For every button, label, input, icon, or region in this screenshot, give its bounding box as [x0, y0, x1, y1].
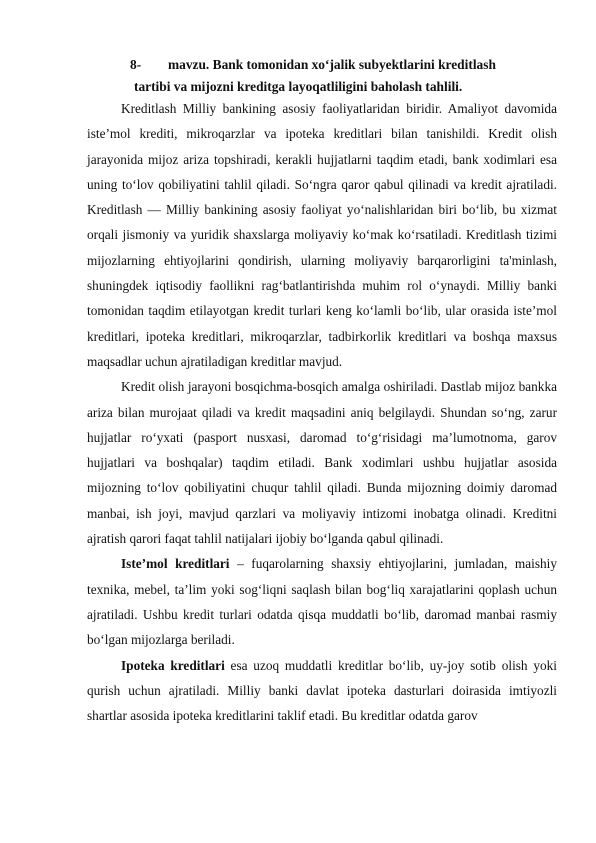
term-heading: Ipoteka kreditlari — [121, 657, 225, 673]
paragraph — [87, 551, 557, 652]
document-body — [87, 96, 557, 728]
topic-title-part-1: mavzu. Bank tomonidan xo‘jalik subyektlarini kreditlash — [168, 57, 496, 72]
term-heading: Iste’mol kreditlari — [121, 556, 230, 572]
paragraph-text: Kreditlash Milliy bankining asosiy faoliyatlaridan biridir. Amaliyot davomida iste’mol krediti, mikroqarzlar va ipoteka kreditlari bilan tanishildi. Kredit olish jarayonida mijoz ariza topshiradi, kerakli hujjatlarni taqdim etadi, bank xodimlari esa uning to‘lov qobiliyatini tahlil qiladi. So‘ngra qaror qabul qilinadi va kredit ajratiladi. Kreditlash — Milliy bankining asosiy faoliyat yo‘nalishlaridan biri bo‘lib, bu xizmat orqali jismoniy va yuridik shaxslarga moliyaviy ko‘mak ko‘rsatiladi. Kreditlash tizimi mijozlarning ehtiyojlarini qondirish, ularning moliyaviy barqarorligini ta'minlash, shuningdek iqtisodiy faollikni rag‘batlantirishda muhim rol o‘ynaydi. Milliy banki tomonidan taqdim etilayotgan kredit turlari keng ko‘lamli bo‘lib, ular orasida iste’mol kreditlari, ipoteka kreditlari, mikroqarzlar, tadbirkorlik kreditlari va boshqa maxsus maqsadlar uchun ajratiladigan kreditlar mavjud. — [87, 101, 557, 369]
paragraph-text: esa uzoq muddatli kreditlar bo‘lib, uy-joy sotib olish yoki qurish uchun ajratiladi. Milliy banki davlat ipoteka dasturlari doirasida imtiyozli shartlar asosida ipoteka kreditlarini taklif etadi. Bu kreditlar odatda garov — [87, 657, 557, 724]
page-title-line-1 — [130, 54, 596, 76]
paragraph-text: Kredit olish jarayoni bosqichma-bosqich amalga oshiriladi. Dastlab mijoz bankka ariza bilan murojaat qiladi va kredit maqsadini aniq belgilaydi. Shundan so‘ng, zarur hujjatlar ro‘yxati (pasport nusxasi, daromad to‘g‘risidagi ma’lumotnoma, garov hujjatlari va boshqalar) taqdim etiladi. Bank xodimlari ushbu hujjatlar asosida mijozning to‘lov qobiliyatini chuqur tahlil qiladi. Bunda mijozning doimiy daromad manbai, ish joyi, mavjud qarzlari va moliyaviy intizomi inobatga olinadi. Kreditni ajratish qarori faqat tahlil natijalari ijobiy bo‘lganda qabul qilinadi. — [87, 379, 557, 547]
topic-number: 8- — [130, 57, 142, 72]
paragraph — [87, 653, 557, 729]
paragraph — [87, 96, 557, 374]
paragraph — [87, 374, 557, 551]
topic-title-part-2: tartibi va mijozni kreditga layoqatliligini baholash tahlili. — [134, 79, 463, 94]
paragraph-text: – fuqarolarning shaxsiy ehtiyojlarini, jumladan, maishiy texnika, mebel, ta’lim yoki sog‘liqni saqlash bilan bog‘liq xarajatlarini qoplash uchun ajratiladi. Ushbu kredit turlari odatda qisqa muddatli bo‘lib, daromad manbai rasmiy bo‘lgan mijozlarga beriladi. — [87, 556, 558, 648]
page-title-line-2 — [134, 76, 596, 98]
